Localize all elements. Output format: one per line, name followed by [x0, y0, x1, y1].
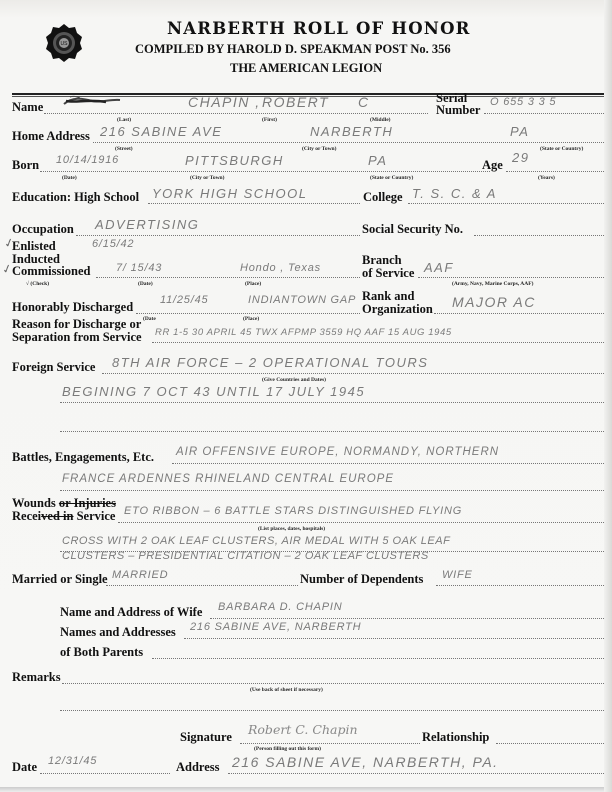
address-label: Address	[176, 760, 220, 774]
occupation-value[interactable]: ADVERTISING	[95, 217, 200, 232]
high-school-line	[148, 203, 360, 204]
reason-label	[12, 318, 142, 343]
caption-wounds: (List places, dates, hospitals)	[258, 526, 326, 532]
born-label: Born	[12, 158, 40, 172]
remarks-line1[interactable]	[62, 683, 606, 684]
wounds-value-line2[interactable]: CROSS WITH 2 OAK LEAF CLUSTERS, AIR MEDAL WITH 5 OAK LEAF	[62, 535, 451, 547]
wounds-line1	[118, 522, 606, 523]
wounds-value-line3[interactable]: CLUSTERS – PRESIDENTIAL CITATION – 2 OAK LEAF CLUSTERS	[62, 550, 429, 562]
ssn-line[interactable]	[474, 235, 606, 236]
branch-line	[418, 277, 606, 278]
high-school-value[interactable]: YORK HIGH SCHOOL	[152, 186, 308, 201]
page-title: NARBERTH ROLL OF HONOR	[167, 19, 471, 38]
wounds-label-line2	[12, 510, 116, 523]
parents-label-line1: Names and Addresses	[60, 625, 176, 639]
education-label: Education: High School	[12, 190, 140, 204]
wife-label: Name and Address of Wife	[60, 605, 203, 619]
caption-discharge-date: (Date	[143, 316, 156, 322]
commissioned-label: Commissioned	[12, 264, 91, 278]
wounds-label-text: Wounds	[12, 496, 59, 510]
caption-middle: (Middle)	[370, 117, 391, 123]
received-label-text: Recei	[12, 508, 42, 523]
name-first-value[interactable]: ROBERT	[262, 94, 330, 110]
service-entry-labels	[12, 240, 90, 278]
date-value[interactable]: 12/31/45	[48, 755, 98, 767]
enlisted-date-value[interactable]: 6/15/42	[92, 238, 135, 250]
born-city-value[interactable]: PITTSBURGH	[185, 153, 284, 168]
caption-remarks: (Use back of sheet if necessary)	[250, 687, 323, 693]
caption-city: (City or Town)	[302, 146, 337, 152]
college-label: College	[363, 190, 403, 204]
college-value[interactable]: T. S. C. & A	[412, 186, 497, 201]
address-line	[228, 773, 606, 774]
svg-text:US: US	[60, 41, 68, 47]
parents-line2[interactable]	[152, 658, 606, 659]
commissioned-line	[96, 277, 360, 278]
organization-name: THE AMERICAN LEGION	[230, 61, 383, 75]
caption-discharge-place: (Place)	[243, 316, 260, 322]
remarks-label: Remarks	[12, 670, 61, 684]
reason-label-line1: Reason for Discharge or	[12, 317, 142, 331]
marital-status-label: Married or Single	[12, 572, 108, 586]
caption-date: (Date)	[138, 281, 153, 287]
battles-line1	[172, 463, 606, 464]
reason-line	[152, 342, 606, 343]
serial-label-line2: Number	[436, 103, 481, 117]
rank-value[interactable]: MAJOR AC	[452, 294, 536, 310]
reason-label-line2: Separation from Service	[12, 329, 142, 344]
caption-born-state: (State or Country)	[370, 175, 414, 181]
rank-label	[362, 290, 433, 315]
caption-born-date: (Date)	[62, 175, 77, 181]
battles-value-line1[interactable]: AIR OFFENSIVE EUROPE, NORMANDY, NORTHERN	[176, 446, 500, 458]
marital-line	[106, 585, 298, 586]
age-label: Age	[482, 158, 503, 172]
caption-place: (Place)	[245, 281, 262, 287]
wounds-label-struck: or Injuries	[58, 496, 116, 510]
relationship-label: Relationship	[422, 730, 490, 744]
discharge-date-value[interactable]: 11/25/45	[160, 294, 209, 306]
caption-check: √ (Check)	[26, 281, 50, 287]
college-line	[408, 203, 606, 204]
name-label: Name	[12, 100, 44, 114]
born-date-value[interactable]: 10/14/1916	[56, 154, 120, 166]
branch-label-line1: Branch	[362, 253, 402, 267]
service-label-text: Service	[73, 508, 116, 523]
foreign-service-label: Foreign Service	[12, 360, 96, 374]
dependents-value[interactable]: WIFE	[442, 569, 473, 581]
serial-label-line1: Serial	[436, 91, 468, 105]
home-address-line	[93, 142, 606, 143]
rank-label-line1: Rank and	[362, 289, 415, 303]
parents-line1	[184, 638, 606, 639]
serial-value[interactable]: O 655 3 3 5	[490, 96, 557, 108]
enlisted-check-icon[interactable]: ✓	[2, 234, 16, 252]
wounds-label	[12, 497, 116, 522]
branch-value[interactable]: AAF	[424, 260, 454, 275]
marital-status-value[interactable]: MARRIED	[112, 569, 169, 581]
address-value[interactable]: 216 SABINE AVE, NARBERTH, PA.	[232, 754, 499, 770]
born-line	[40, 171, 490, 172]
discharge-label: Honorably Discharged	[12, 300, 134, 314]
ssn-label: Social Security No.	[362, 222, 464, 236]
signature-label: Signature	[180, 730, 232, 744]
enlisted-label: Enlisted	[12, 239, 56, 253]
american-legion-emblem-icon	[44, 23, 84, 63]
caption-state: (State or Country)	[540, 146, 584, 152]
commissioned-date-value[interactable]: 7/ 15/43	[116, 262, 163, 274]
battles-label: Battles, Engagements, Etc.	[12, 450, 154, 464]
reason-value[interactable]: RR 1-5 30 APRIL 45 TWX AFPMP 3559 HQ AAF 15 AUG 1945	[155, 327, 452, 338]
dependents-line	[436, 585, 606, 586]
wounds-value-line1[interactable]: ETO RIBBON – 6 BATTLE STARS DISTINGUISHED FLYING	[124, 505, 463, 517]
received-label-struck: ved in	[41, 508, 74, 523]
parents-label-line2: of Both Parents	[60, 645, 144, 659]
home-street-value[interactable]: 216 SABINE AVE	[100, 124, 223, 139]
discharge-place-value[interactable]: INDIANTOWN GAP	[248, 294, 357, 306]
serial-label	[436, 92, 480, 116]
crossed-out-text-icon	[62, 95, 122, 107]
signature-value[interactable]: Robert C. Chapin	[248, 722, 358, 737]
foreign-service-line1	[102, 373, 606, 374]
serial-line	[484, 113, 606, 114]
caption-foreign-service: (Give Countries and Dates)	[262, 377, 327, 383]
name-last-value[interactable]: CHAPIN ,	[188, 94, 261, 110]
signature-line	[240, 743, 420, 744]
wife-line	[210, 618, 606, 619]
remarks-line2[interactable]	[60, 710, 606, 711]
foreign-service-line3[interactable]	[60, 431, 606, 432]
commissioned-place-value[interactable]: Hondo , Texas	[240, 262, 321, 274]
foreign-service-line2	[60, 402, 606, 403]
home-state-value[interactable]: PA	[510, 124, 530, 139]
page-bottom-edge	[0, 787, 612, 792]
commissioned-check-icon[interactable]: ✓	[0, 260, 14, 278]
rank-line	[434, 313, 606, 314]
branch-label-line2: of Service	[362, 265, 415, 280]
name-line	[44, 113, 428, 114]
caption-age: (Years)	[538, 175, 555, 181]
caption-born-city: (City or Town)	[190, 175, 225, 181]
date-line	[40, 773, 170, 774]
wife-value[interactable]: BARBARA D. CHAPIN	[218, 601, 343, 613]
caption-branch: (Army, Navy, Marine Corps, AAF)	[452, 281, 534, 287]
foreign-service-value-line1[interactable]: 8TH AIR FORCE – 2 OPERATIONAL TOURS	[112, 355, 429, 370]
occupation-line	[76, 235, 360, 236]
date-label: Date	[12, 760, 37, 774]
dependents-label: Number of Dependents	[300, 572, 424, 586]
caption-first: (First)	[262, 117, 277, 123]
age-line	[506, 171, 606, 172]
page-subtitle: COMPILED BY HAROLD D. SPEAKMAN POST No. 356	[135, 42, 451, 56]
branch-label	[362, 254, 414, 279]
age-value[interactable]: 29	[512, 150, 530, 165]
relationship-line[interactable]	[496, 743, 606, 744]
parents-value-line1[interactable]: 216 SABINE AVE, NARBERTH	[190, 621, 362, 633]
occupation-label: Occupation	[12, 222, 74, 236]
discharge-line	[136, 313, 360, 314]
inducted-label: Inducted	[12, 251, 60, 266]
home-address-label: Home Address	[12, 129, 90, 143]
caption-street: (Street)	[115, 146, 133, 152]
born-state-value[interactable]: PA	[368, 153, 388, 168]
rank-label-line2: Organization	[362, 301, 433, 316]
battles-line2	[60, 490, 606, 491]
name-middle-value[interactable]: C	[358, 94, 370, 110]
foreign-service-value-line2[interactable]: BEGINING 7 OCT 43 UNTIL 17 JULY 1945	[62, 384, 366, 399]
caption-signature: (Person filling out this form)	[254, 746, 321, 752]
caption-last: (Last)	[117, 117, 132, 123]
home-city-value[interactable]: NARBERTH	[310, 124, 394, 139]
battles-value-line2[interactable]: FRANCE ARDENNES RHINELAND CENTRAL EUROPE	[62, 473, 395, 485]
